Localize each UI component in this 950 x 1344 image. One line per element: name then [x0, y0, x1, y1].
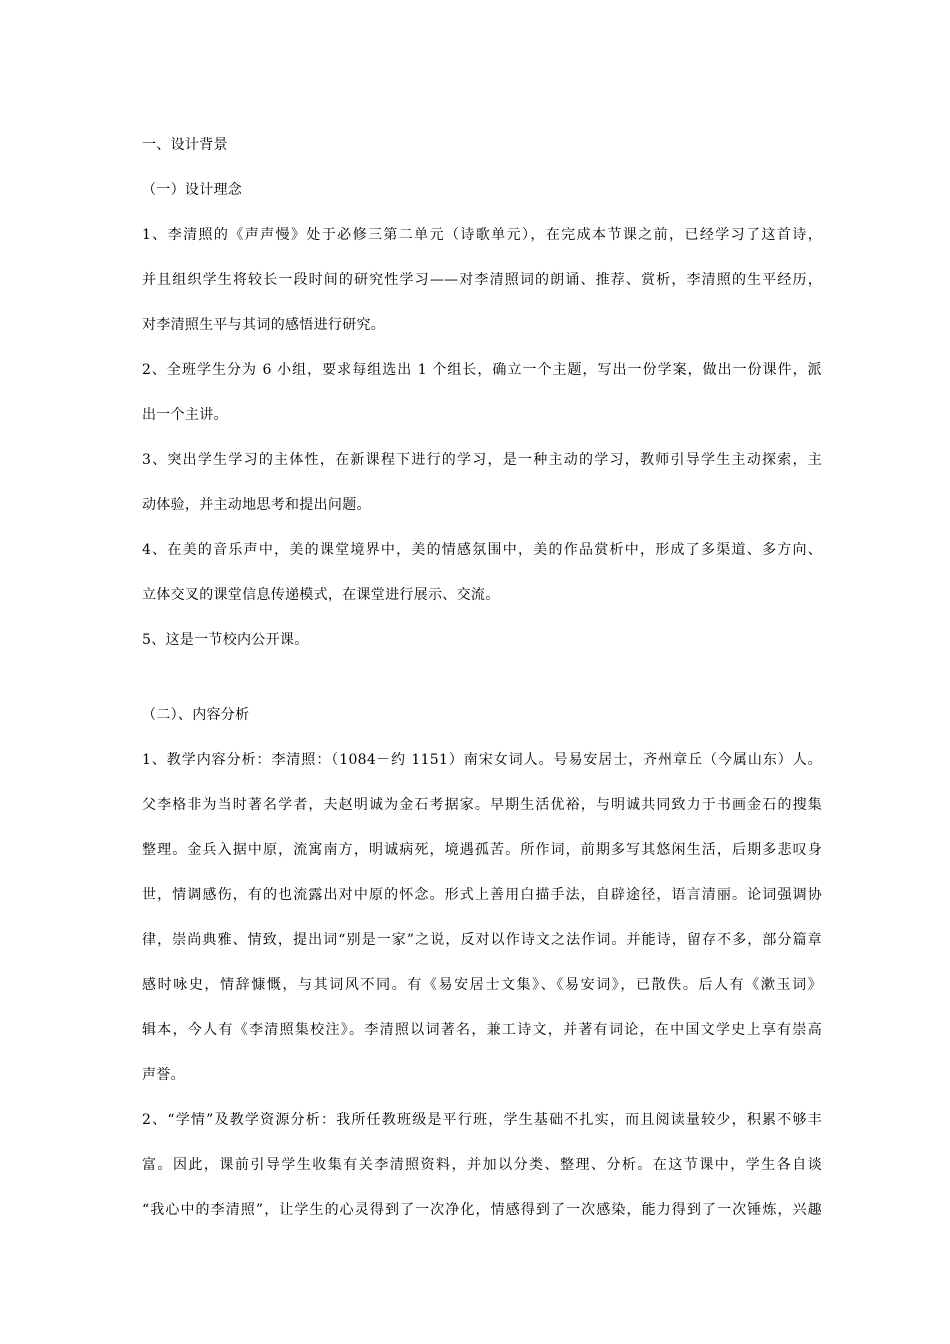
paragraph-line: 立体交叉的课堂信息传递模式，在课堂进行展示、交流。	[142, 587, 500, 603]
paragraph-line: 律，崇尚典雅、情致，提出词“别是一家”之说，反对以作诗文之法作词。并能诗，留存不多，部分篇章	[142, 932, 822, 948]
paragraph-line: 3、突出学生学习的主体性，在新课程下进行的学习，是一种主动的学习，教师引导学生主动探索，主	[142, 452, 822, 468]
heading-design-background: 一、设计背景	[142, 137, 228, 153]
paragraph-line: 5、这是一节校内公开课。	[142, 632, 309, 648]
paragraph-line: 世，情调感伤，有的也流露出对中原的怀念。形式上善用白描手法，自辟途径，语言清丽。论词强调协	[142, 887, 822, 903]
paragraph-line: 富。因此，课前引导学生收集有关李清照资料，并加以分类、整理、分析。在这节课中，学生各自谈	[142, 1157, 822, 1173]
paragraph-line: 动体验，并主动地思考和提出问题。	[142, 497, 371, 513]
paragraph-line: 辑本，今人有《李清照集校注》。李清照以词著名，兼工诗文，并著有词论，在中国文学史上享有崇高	[142, 1022, 822, 1038]
paragraph-line: 声誉。	[142, 1067, 185, 1083]
paragraph-line: 父李格非为当时著名学者，夫赵明诚为金石考据家。早期生活优裕，与明诚共同致力于书画金石的搜集	[142, 797, 822, 813]
paragraph-line: 2、“学情”及教学资源分析：我所任教班级是平行班，学生基础不扎实，而且阅读量较少，积累不够丰	[142, 1112, 822, 1128]
section-title-design-concept: （一）设计理念	[142, 182, 243, 198]
paragraph-line: 感时咏史，情辞慷慨，与其词风不同。有《易安居士文集》、《易安词》，已散佚。后人有《漱玉词》	[142, 977, 822, 993]
section-title-content-analysis: （二）、内容分析	[142, 707, 250, 723]
paragraph-line: 1、李清照的《声声慢》处于必修三第二单元（诗歌单元），在完成本节课之前，已经学习了这首诗，	[142, 227, 822, 243]
paragraph-line: 并且组织学生将较长一段时间的研究性学习——对李清照词的朗诵、推荐、赏析，李清照的生平经历，	[142, 272, 822, 288]
paragraph-line: 1、教学内容分析：李清照：（1084－约 1151）南宋女词人。号易安居士，齐州章丘（今属山东）人。	[142, 752, 822, 768]
paragraph-line: 对李清照生平与其词的感悟进行研究。	[142, 317, 386, 333]
paragraph-line: “我心中的李清照”，让学生的心灵得到了一次净化，情感得到了一次感染，能力得到了一次锤炼，兴趣	[142, 1202, 822, 1218]
paragraph-line: 整理。金兵入据中原，流寓南方，明诚病死，境遇孤苦。所作词，前期多写其悠闲生活，后期多悲叹身	[142, 842, 822, 858]
paragraph-line: 出一个主讲。	[142, 407, 228, 423]
paragraph-line: 4、在美的音乐声中，美的课堂境界中，美的情感氛围中，美的作品赏析中，形成了多渠道、多方向、	[142, 542, 822, 558]
paragraph-line: 2、全班学生分为 6 小组，要求每组选出 1 个组长，确立一个主题，写出一份学案，做出一份课件，派	[142, 362, 822, 378]
